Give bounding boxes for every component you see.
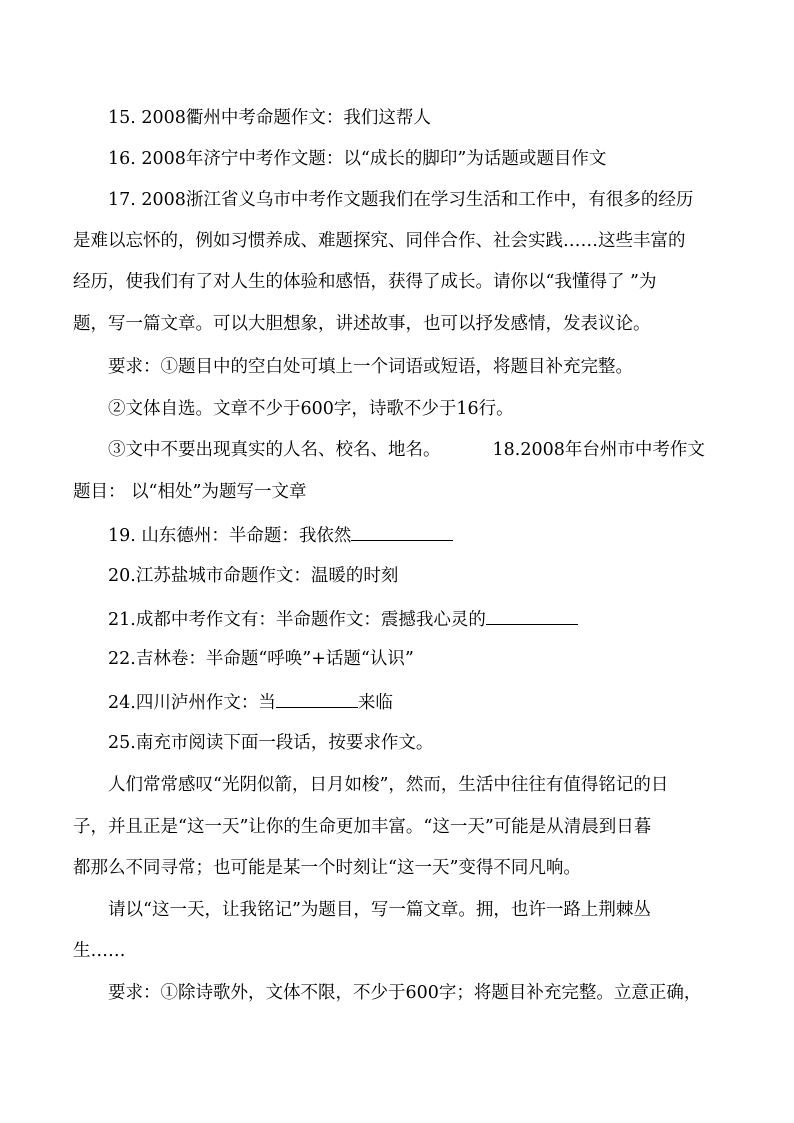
item-22: 22.吉林卷：半命题“呼唤”+话题“认识” <box>108 649 414 669</box>
item-17-requirement-3-line <box>108 436 733 464</box>
item-19-blank <box>351 520 453 541</box>
item-21: 21.成都中考作文有：半命题作文：震撼我心灵的 <box>108 610 486 630</box>
item-24-line <box>108 687 733 715</box>
item-17-line-3: 经历，使我们有了对人生的体验和感悟，获得了成长。请你以“我懂得了 ”为 <box>73 272 657 292</box>
item-21-blank <box>486 604 578 625</box>
item-18-title-end: 题目： 以“相处”为题写一文章 <box>73 482 307 502</box>
item-24-start: 24.四川泸州作文：当 <box>108 693 276 713</box>
item-15: 15. 2008衢州中考命题作文：我们这帮人 <box>108 108 431 128</box>
item-17-requirement-2: ②文体自选。文章不少于600字，诗歌不少于16行。 <box>108 399 514 419</box>
item-19-line <box>108 520 733 548</box>
item-19: 19. 山东德州：半命题：我依然 <box>108 526 352 546</box>
prompt-paragraph-2-line-1: 请以“这一天，让我铭记”为题目，写一篇文章。拥，也许一路上荆棘丛 <box>108 900 651 920</box>
item-25: 25.南充市阅读下面一段话，按要求作文。 <box>108 733 434 753</box>
final-requirement: 要求：①除诗歌外，文体不限，不少于600字；将题目补充完整。立意正确， <box>108 983 702 1003</box>
item-17-line-4: 题，写一篇文章。可以大胆想象，讲述故事，也可以抒发感情，发表议论。 <box>73 314 651 334</box>
item-24-blank <box>276 687 358 708</box>
item-17-requirement-3: ③文中不要出现真实的人名、校名、地名。 <box>108 440 441 460</box>
item-16: 16. 2008年济宁中考作文题：以“成长的脚印”为话题或题目作文 <box>108 149 607 169</box>
prompt-paragraph-1-line-3: 都那么不同寻常；也可能是某一个时刻让“这一天”变得不同凡响。 <box>73 858 581 878</box>
item-18-title-start: 18.2008年台州市中考作文 <box>492 440 705 460</box>
prompt-paragraph-2-line-2: 生…… <box>73 941 126 961</box>
item-21-line <box>108 604 733 632</box>
item-20: 20.江苏盐城市命题作文：温暖的时刻 <box>108 566 399 586</box>
item-24-end: 来临 <box>357 693 393 713</box>
item-17-requirement-1: 要求：①题目中的空白处可填上一个词语或短语，将题目补充完整。 <box>108 357 633 377</box>
item-17-line-2: 是难以忘怀的，例如习惯养成、难题探究、同伴合作、社会实践……这些丰富的 <box>73 231 686 251</box>
prompt-paragraph-1-line-2: 子，并且正是“这一天”让你的生命更加丰富。“这一天”可能是从清晨到日暮 <box>73 817 652 837</box>
prompt-paragraph-1-line-1: 人们常常感叹“光阴似箭，日月如梭”，然而，生活中往往有值得铭记的日 <box>108 775 669 795</box>
item-17-line-1: 17. 2008浙江省义乌市中考作文题我们在学习生活和工作中，有很多的经历 <box>108 190 694 210</box>
